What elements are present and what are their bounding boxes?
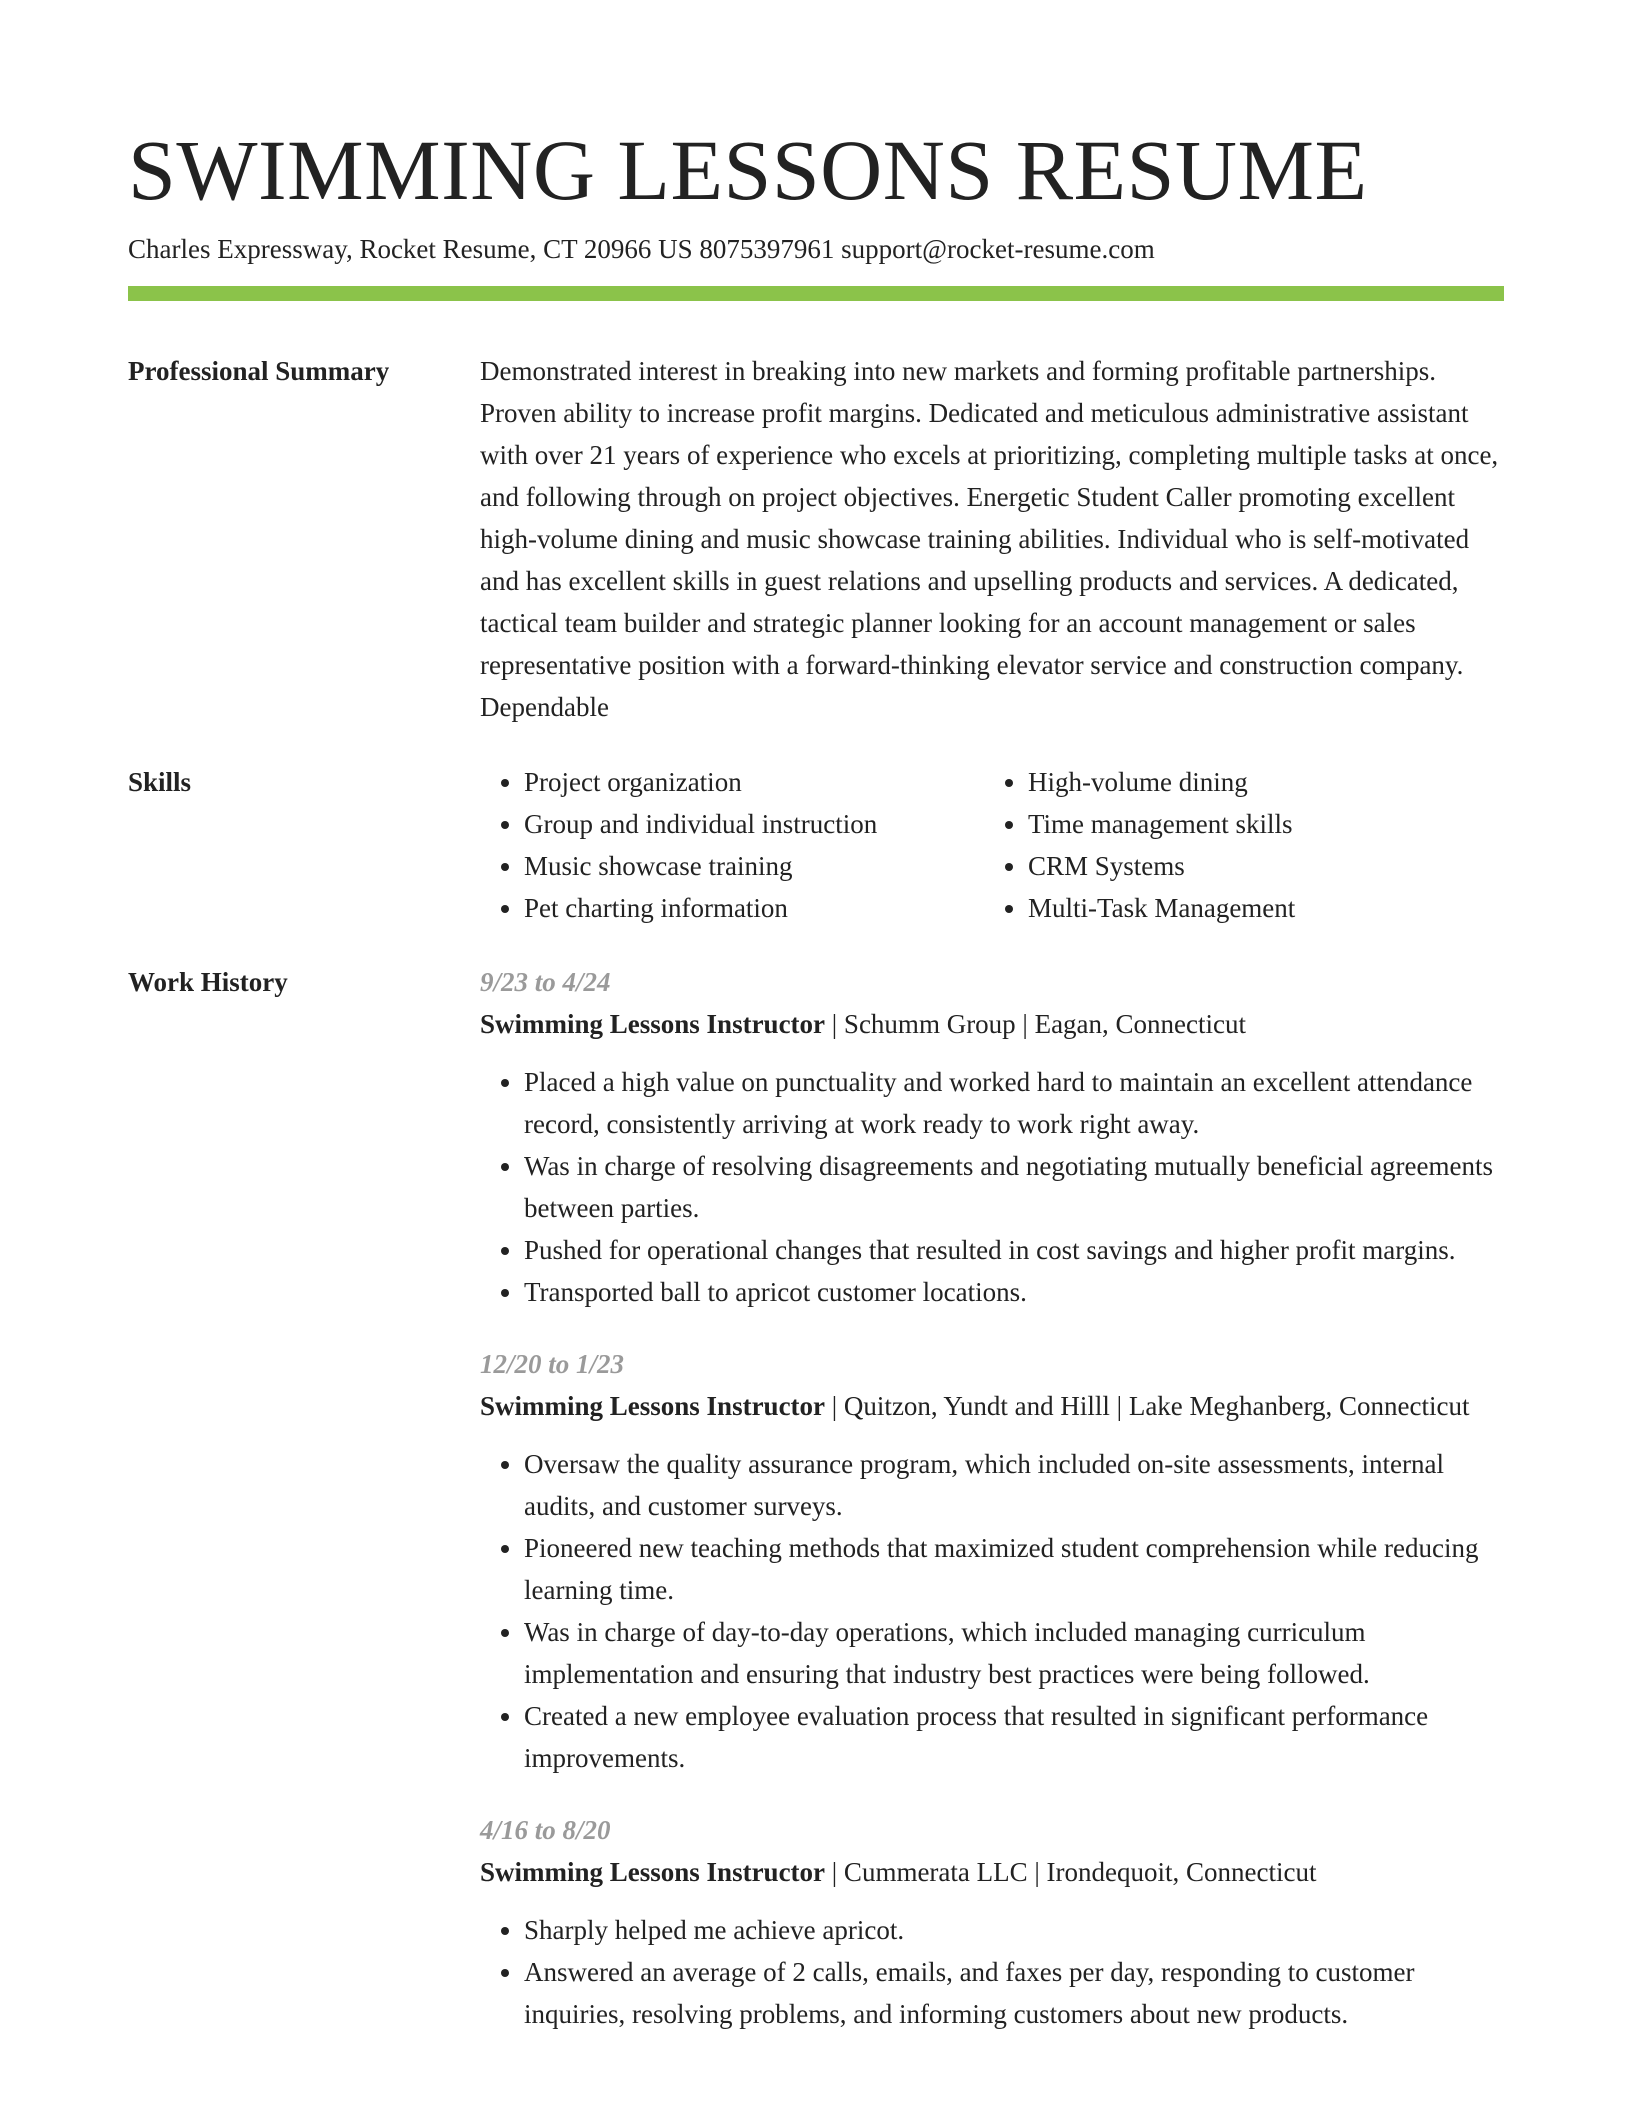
job-bullet: • Created a new employee evaluation process that resulted in significant performance improvements. (524, 1695, 1504, 1779)
summary-label: Professional Summary (128, 356, 390, 386)
skills-list-right (984, 761, 1488, 929)
job-bullets (480, 1061, 1504, 1313)
job-entry (480, 961, 1504, 1313)
job-dates: 12/20 to 1/23 (480, 1349, 625, 1379)
job-title: Swimming Lessons Instructor (480, 1391, 826, 1421)
job-bullet: • Was in charge of day-to-day operations, which included managing curriculum implementation and ensuring that industry best practices were being followed. (524, 1611, 1504, 1695)
skill-item: • Pet charting information (524, 887, 984, 929)
skill-item: • Group and individual instruction (524, 803, 984, 845)
skill-item: • Project organization (524, 761, 984, 803)
job-heading (480, 1003, 1504, 1045)
skills-columns (480, 761, 1504, 929)
job-bullet: • Oversaw the quality assurance program, which included on-site assessments, internal audits, and customer surveys. (524, 1443, 1504, 1527)
work-history-label: Work History (128, 967, 288, 997)
skill-item: • Time management skills (1028, 803, 1488, 845)
job-details: | Schumm Group | Eagan, Connecticut (825, 1009, 1247, 1039)
job-heading (480, 1851, 1504, 1893)
job-bullet: • Answered an average of 2 calls, emails, and faxes per day, responding to customer inquiries, resolving problems, and informing customers about new products. (524, 1951, 1504, 2035)
skills-body (480, 761, 1504, 929)
job-title: Swimming Lessons Instructor (480, 1009, 826, 1039)
job-bullets (480, 1443, 1504, 1779)
job-bullet: • Transported ball to apricot customer locations. (524, 1271, 1504, 1313)
job-entry (480, 1343, 1504, 1779)
skill-item: • High-volume dining (1028, 761, 1488, 803)
job-details: | Quitzon, Yundt and Hilll | Lake Meghanberg, Connecticut (825, 1391, 1470, 1421)
job-bullet: • Was in charge of resolving disagreements and negotiating mutually beneficial agreements between parties. (524, 1145, 1504, 1229)
skill-item: • Music showcase training (524, 845, 984, 887)
job-details: | Cummerata LLC | Irondequoit, Connecticut (825, 1857, 1317, 1887)
job-entry (480, 1809, 1504, 2035)
resume-title: SWIMMING LESSONS RESUME (128, 122, 1368, 218)
job-dates: 4/16 to 8/20 (480, 1815, 611, 1845)
job-heading (480, 1385, 1504, 1427)
skills-label: Skills (128, 767, 192, 797)
summary-body (480, 350, 1504, 728)
skill-item: • Multi-Task Management (1028, 887, 1488, 929)
contact-line: Charles Expressway, Rocket Resume, CT 20966 US 8075397961 support@rocket-resume.com (128, 234, 1155, 264)
skill-item: • CRM Systems (1028, 845, 1488, 887)
job-bullets (480, 1909, 1504, 2035)
job-bullet: • Sharply helped me achieve apricot. (524, 1909, 1504, 1951)
job-bullet: • Placed a high value on punctuality and worked hard to maintain an excellent attendance record, consistently arriving at work ready to work right away. (524, 1061, 1504, 1145)
job-bullet: • Pushed for operational changes that resulted in cost savings and higher profit margins. (524, 1229, 1504, 1271)
work-history-body (480, 961, 1504, 2065)
job-dates: 9/23 to 4/24 (480, 967, 611, 997)
job-bullet: • Pioneered new teaching methods that maximized student comprehension while reducing learning time. (524, 1527, 1504, 1611)
summary-text: Demonstrated interest in breaking into new markets and forming profitable partnerships. Proven ability to increase profit margins. Dedicated and meticulous administrative assistant with over 21 years of experience who excels at prioritizing, completing multiple tasks at once, and following through on project objectives. Energetic Student Caller promoting excellent high-volume dining and music showcase training abilities. Individual who is self-motivated and has excellent skills in guest relations and upselling products and services. A dedicated, tactical team builder and strategic planner looking for an account management or sales representative position with a forward-thinking elevator service and construction company. Dependable (480, 356, 1499, 722)
skills-list-left (480, 761, 984, 929)
accent-divider (128, 286, 1504, 301)
job-title: Swimming Lessons Instructor (480, 1857, 826, 1887)
